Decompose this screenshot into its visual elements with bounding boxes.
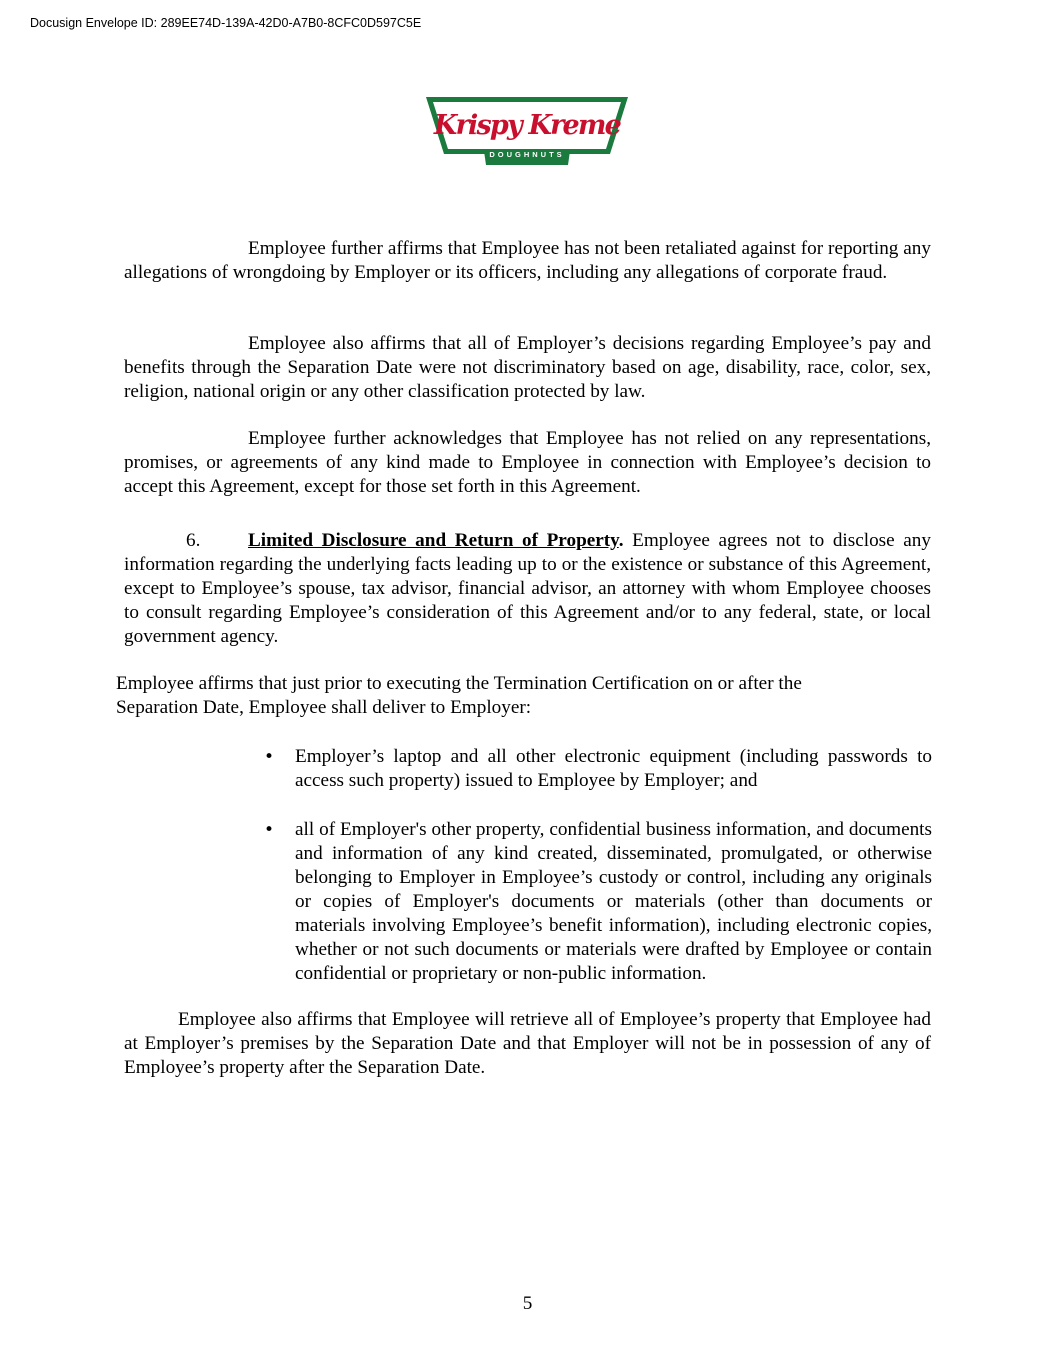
paragraph-retaliation: Employee further affirms that Employee has not been retaliated against for reporting any allegations of wrongdoing by Employer or its officers, including any allegations of corporate fraud. <box>124 238 931 283</box>
section-text: Employee agrees not to disclose any information regarding the underlying facts leading up to or the existence or substance of this Agreement, except to Employee’s spouse, tax advisor, financial advisor, an attorney with whom Employee chooses to consult regarding Employee’s consideration of this Agreement and/or to any federal, state, or local government agency. <box>124 530 931 647</box>
section-number: 6. <box>186 530 201 551</box>
list-item-text: Employer’s laptop and all other electronic equipment (including passwords to access such property) issued to Employee by Employer; and <box>295 746 932 791</box>
logo-wordmark: Krispy Kreme <box>433 110 621 141</box>
section-title: Limited Disclosure and Return of Property <box>248 530 619 551</box>
logo-subtitle: DOUGHNUTS <box>489 150 565 159</box>
paragraph-no-reliance: Employee further acknowledges that Employee has not relied on any representations, promises, or agreements of any kind made to Employee in connection with Employee’s decision to accept this Agreement, except for those set forth in this Agreement. <box>124 428 931 497</box>
bullet-icon: • <box>264 747 275 767</box>
paragraph-delivery-intro: Employee affirms that just prior to executing the Termination Certification on or after the Separation Date, Employee shall deliver to Employer: <box>116 673 802 718</box>
krispy-kreme-logo <box>424 94 630 168</box>
paragraph-pay-decisions: Employee also affirms that all of Employer’s decisions regarding Employee’s pay and benefits through the Separation Date were not discriminatory based on age, disability, race, color, sex, religion, national origin or any other classification protected by law. <box>124 333 931 402</box>
list-item-text: all of Employer's other property, confidential business information, and documents and information of any kind created, disseminated, promulgated, or otherwise belonging to Employer in Employee’s custody or control, including any originals or copies of Employer's documents or materials (other than documents or materials involving Employee’s benefit information), including electronic copies, whether or not such documents or materials were drafted by Employee or contain confidential or proprietary or non-public information. <box>295 819 932 984</box>
section-6-paragraph <box>124 529 931 649</box>
list-item <box>264 745 932 793</box>
page-number: 5 <box>522 1293 533 1314</box>
paragraph-property-retrieval: Employee also affirms that Employee will retrieve all of Employee’s property that Employee had at Employer’s premises by the Separation Date and that Employer will not be in possession of any of Employee’s property after the Separation Date. <box>124 1009 931 1078</box>
list-item <box>264 818 932 986</box>
bullet-icon: • <box>264 820 275 840</box>
section-title-period: . <box>618 530 624 551</box>
docusign-envelope-id: Docusign Envelope ID: 289EE74D-139A-42D0-A7B0-8CFC0D597C5E <box>30 16 422 30</box>
